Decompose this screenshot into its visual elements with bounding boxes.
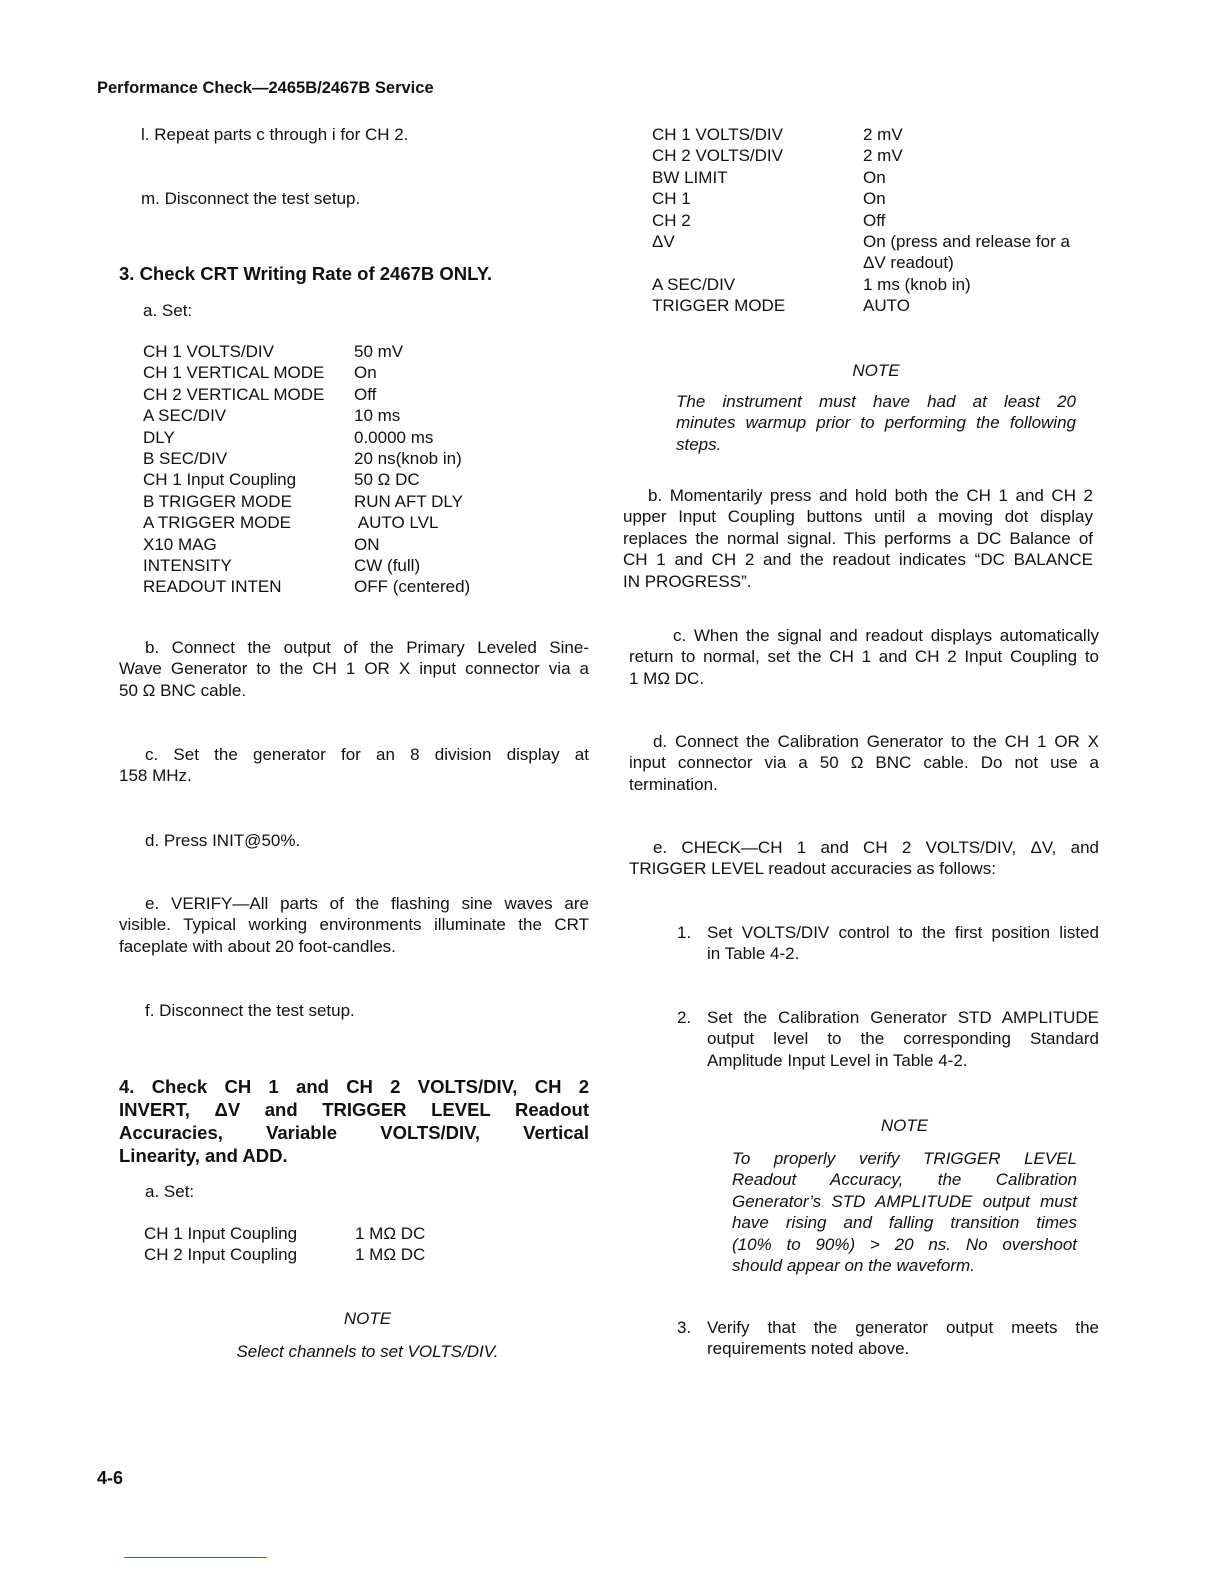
paragraph-line: c. Set the generator for an 8 division display at [145,745,589,764]
setting-value: 20 ns(knob in) [354,449,462,469]
paragraph-line: b. Connect the output of the Primary Leveled Sine- [145,638,589,657]
paragraph-line: visible. Typical working environments illuminate the CRT [119,915,589,935]
setting-label: CH 1 VOLTS/DIV [143,342,274,361]
right-step-c [629,625,1099,689]
setting-label: CH 2 VOLTS/DIV [652,146,783,166]
step-line: Set VOLTS/DIV control to the first position listed [707,923,1099,942]
step-line: Set the Calibration Generator STD AMPLITUDE [707,1008,1099,1027]
setting-row [143,405,470,426]
footer-rule [124,1557,267,1558]
setting-label: INTENSITY [143,556,232,576]
note-line: To properly verify TRIGGER LEVEL [732,1149,1077,1168]
right-numbered-step-1 [677,922,1099,965]
setting-label: CH 2 VERTICAL MODE [143,384,325,404]
setting-label: B TRIGGER MODE [143,491,292,511]
setting-label: CH 1 Input Coupling [143,470,297,490]
setting-row [143,512,470,533]
note-line: (10% to 90%) > 20 ns. No overshoot [732,1234,1077,1254]
setting-value: CW (full) [354,556,421,576]
paragraph-line: termination. [629,774,718,794]
paragraph-line: return to normal, set the CH 1 and CH 2 Input Coupling to [629,647,1099,667]
setting-row [652,145,1070,166]
setting-label: CH 2 Input Coupling [144,1245,298,1265]
paragraph-line: faceplate with about 20 foot-candles. [119,936,396,956]
setting-value: RUN AFT DLY [354,491,463,511]
paragraph-line: Wave Generator to the CH 1 OR X input connector via a [119,659,589,679]
setting-label: A SEC/DIV [143,406,227,426]
step-m: m. Disconnect the test setup. [141,189,361,208]
right-settings-table [652,124,1070,317]
step-text [707,1007,1099,1071]
setting-value: On [863,167,886,187]
setting-row [143,427,470,448]
step-l: l. Repeat parts c through i for CH 2. [141,125,409,144]
right-step-b [623,485,1093,592]
setting-row [652,274,1070,295]
note-line: should appear on the waveform. [732,1256,975,1276]
step-number: 1. [677,923,692,942]
paragraph-line: input connector via a 50 Ω BNC cable. Do not use a [629,753,1099,773]
paragraph-line: c. When the signal and readout displays automatically [673,626,1099,645]
setting-value: 1 MΩ DC [355,1245,426,1265]
note-line: have rising and falling transition times [732,1213,1077,1233]
setting-label: CH 1 VERTICAL MODE [143,363,325,383]
setting-row [143,384,470,405]
step-line: requirements noted above. [707,1339,910,1359]
setting-row [652,124,1070,145]
paragraph-line: 1 MΩ DC. [629,668,705,688]
section-3-step-e [119,893,589,957]
setting-value: 2 mV [863,125,903,144]
note-line: minutes warmup prior to performing the following [676,413,1076,433]
setting-row [143,555,470,576]
setting-value: 1 MΩ DC [355,1224,426,1243]
setting-label: BW LIMIT [652,167,728,187]
setting-label: CH 1 Input Coupling [144,1224,298,1243]
heading-line: INVERT, ΔV and TRIGGER LEVEL Readout [119,1099,589,1120]
section-4-note-title: NOTE [343,1309,392,1328]
note-line: The instrument must have had at least 20 [676,392,1076,411]
section-3-a-set: a. Set: [143,301,193,320]
step-line: Verify that the generator output meets the [707,1318,1099,1337]
setting-row [143,576,470,597]
setting-label: A TRIGGER MODE [143,513,291,533]
setting-value: On [863,189,886,209]
paragraph-line: b. Momentarily press and hold both the CH 1 and CH 2 [648,486,1093,505]
setting-value: 1 ms (knob in) [863,274,971,294]
setting-row [652,167,1070,188]
paragraph-line: d. Connect the Calibration Generator to the CH 1 OR X [653,732,1099,751]
setting-row [143,534,470,555]
setting-value: Off [863,210,886,230]
paragraph-line: TRIGGER LEVEL readout accuracies as follows: [629,859,996,879]
paragraph-line: upper Input Coupling buttons until a moving dot display [623,507,1093,527]
setting-label: DLY [143,427,175,447]
right-step-d [629,731,1099,795]
setting-value: 10 ms [354,406,401,426]
step-line: Amplitude Input Level in Table 4-2. [707,1050,968,1070]
setting-value-line: ΔV readout) [863,253,954,273]
right-step-e [629,837,1099,880]
section-4-note-body: Select channels to set VOLTS/DIV. [236,1342,499,1361]
section-3-heading: 3. Check CRT Writing Rate of 2467B ONLY. [119,263,493,284]
section-4-settings-table [144,1223,425,1266]
setting-value-line: On (press and release for a [863,232,1070,252]
setting-value [863,231,1070,274]
setting-row [652,231,1070,274]
setting-value: 50 Ω DC [354,470,420,490]
section-3-step-d: d. Press INIT@50%. [145,831,301,850]
heading-line: 4. Check CH 1 and CH 2 VOLTS/DIV, CH 2 [119,1076,589,1097]
setting-row [143,448,470,469]
right-numbered-step-2 [677,1007,1099,1071]
setting-label: B SEC/DIV [143,449,228,469]
paragraph-line: 50 Ω BNC cable. [119,680,247,700]
setting-label: CH 1 [652,189,691,209]
setting-value: 2 mV [863,146,903,166]
paragraph-line: e. VERIFY—All parts of the flashing sine waves are [145,894,589,913]
setting-label: CH 2 [652,210,691,230]
setting-value: On [354,363,377,383]
paragraph-line: replaces the normal signal. This performs a DC Balance of [623,528,1093,548]
right-note2-body [732,1148,1077,1276]
right-note2-title: NOTE [880,1116,929,1135]
note-line: steps. [676,434,722,454]
setting-label: TRIGGER MODE [652,296,786,316]
step-number: 3. [677,1318,692,1337]
setting-row [143,341,470,362]
setting-row [143,491,470,512]
setting-value: AUTO LVL [354,513,439,533]
section-3-step-f: f. Disconnect the test setup. [145,1001,355,1020]
setting-label: A SEC/DIV [652,274,736,294]
heading-line: Linearity, and ADD. [119,1145,288,1166]
section-3-step-b [119,637,589,701]
setting-value: 50 mV [354,342,404,361]
right-numbered-step-3 [677,1317,1099,1360]
heading-line: Accuracies, Variable VOLTS/DIV, Vertical [119,1122,589,1143]
setting-value: 0.0000 ms [354,427,434,447]
note-line: Readout Accuracy, the Calibration [732,1170,1077,1190]
setting-value: AUTO [863,296,910,316]
setting-value: Off [354,384,377,404]
setting-value: OFF (centered) [354,577,471,597]
right-note1-title: NOTE [852,361,900,380]
setting-row [652,295,1070,316]
right-note1-body [676,391,1076,455]
setting-label: X10 MAG [143,534,217,554]
step-line: output level to the corresponding Standard [707,1029,1099,1049]
setting-value: ON [354,534,380,554]
paragraph-line: IN PROGRESS”. [623,571,752,591]
section-3-step-c [119,744,589,787]
setting-row [144,1223,425,1244]
step-line: in Table 4-2. [707,944,800,964]
setting-row [144,1244,425,1265]
setting-label: CH 1 VOLTS/DIV [652,125,783,144]
step-number: 2. [677,1008,692,1027]
step-text [707,922,1099,965]
setting-label: READOUT INTEN [143,577,282,597]
setting-row [652,188,1070,209]
setting-row [143,469,470,490]
step-text [707,1317,1099,1360]
setting-row [143,362,470,383]
page-number: 4-6 [97,1468,124,1488]
setting-row [652,210,1070,231]
page-header: Performance Check—2465B/2467B Service [97,79,434,97]
paragraph-line: e. CHECK—CH 1 and CH 2 VOLTS/DIV, ΔV, and [653,838,1099,857]
section-4-heading [119,1075,589,1167]
paragraph-line: 158 MHz. [119,766,192,786]
paragraph-line: CH 1 and CH 2 and the readout indicates “DC BALANCE [623,550,1093,570]
section-4-a-set: a. Set: [145,1182,195,1201]
setting-label: ΔV [652,232,675,252]
section-3-settings-table [143,341,470,598]
note-line: Generator’s STD AMPLITUDE output must [732,1191,1077,1211]
